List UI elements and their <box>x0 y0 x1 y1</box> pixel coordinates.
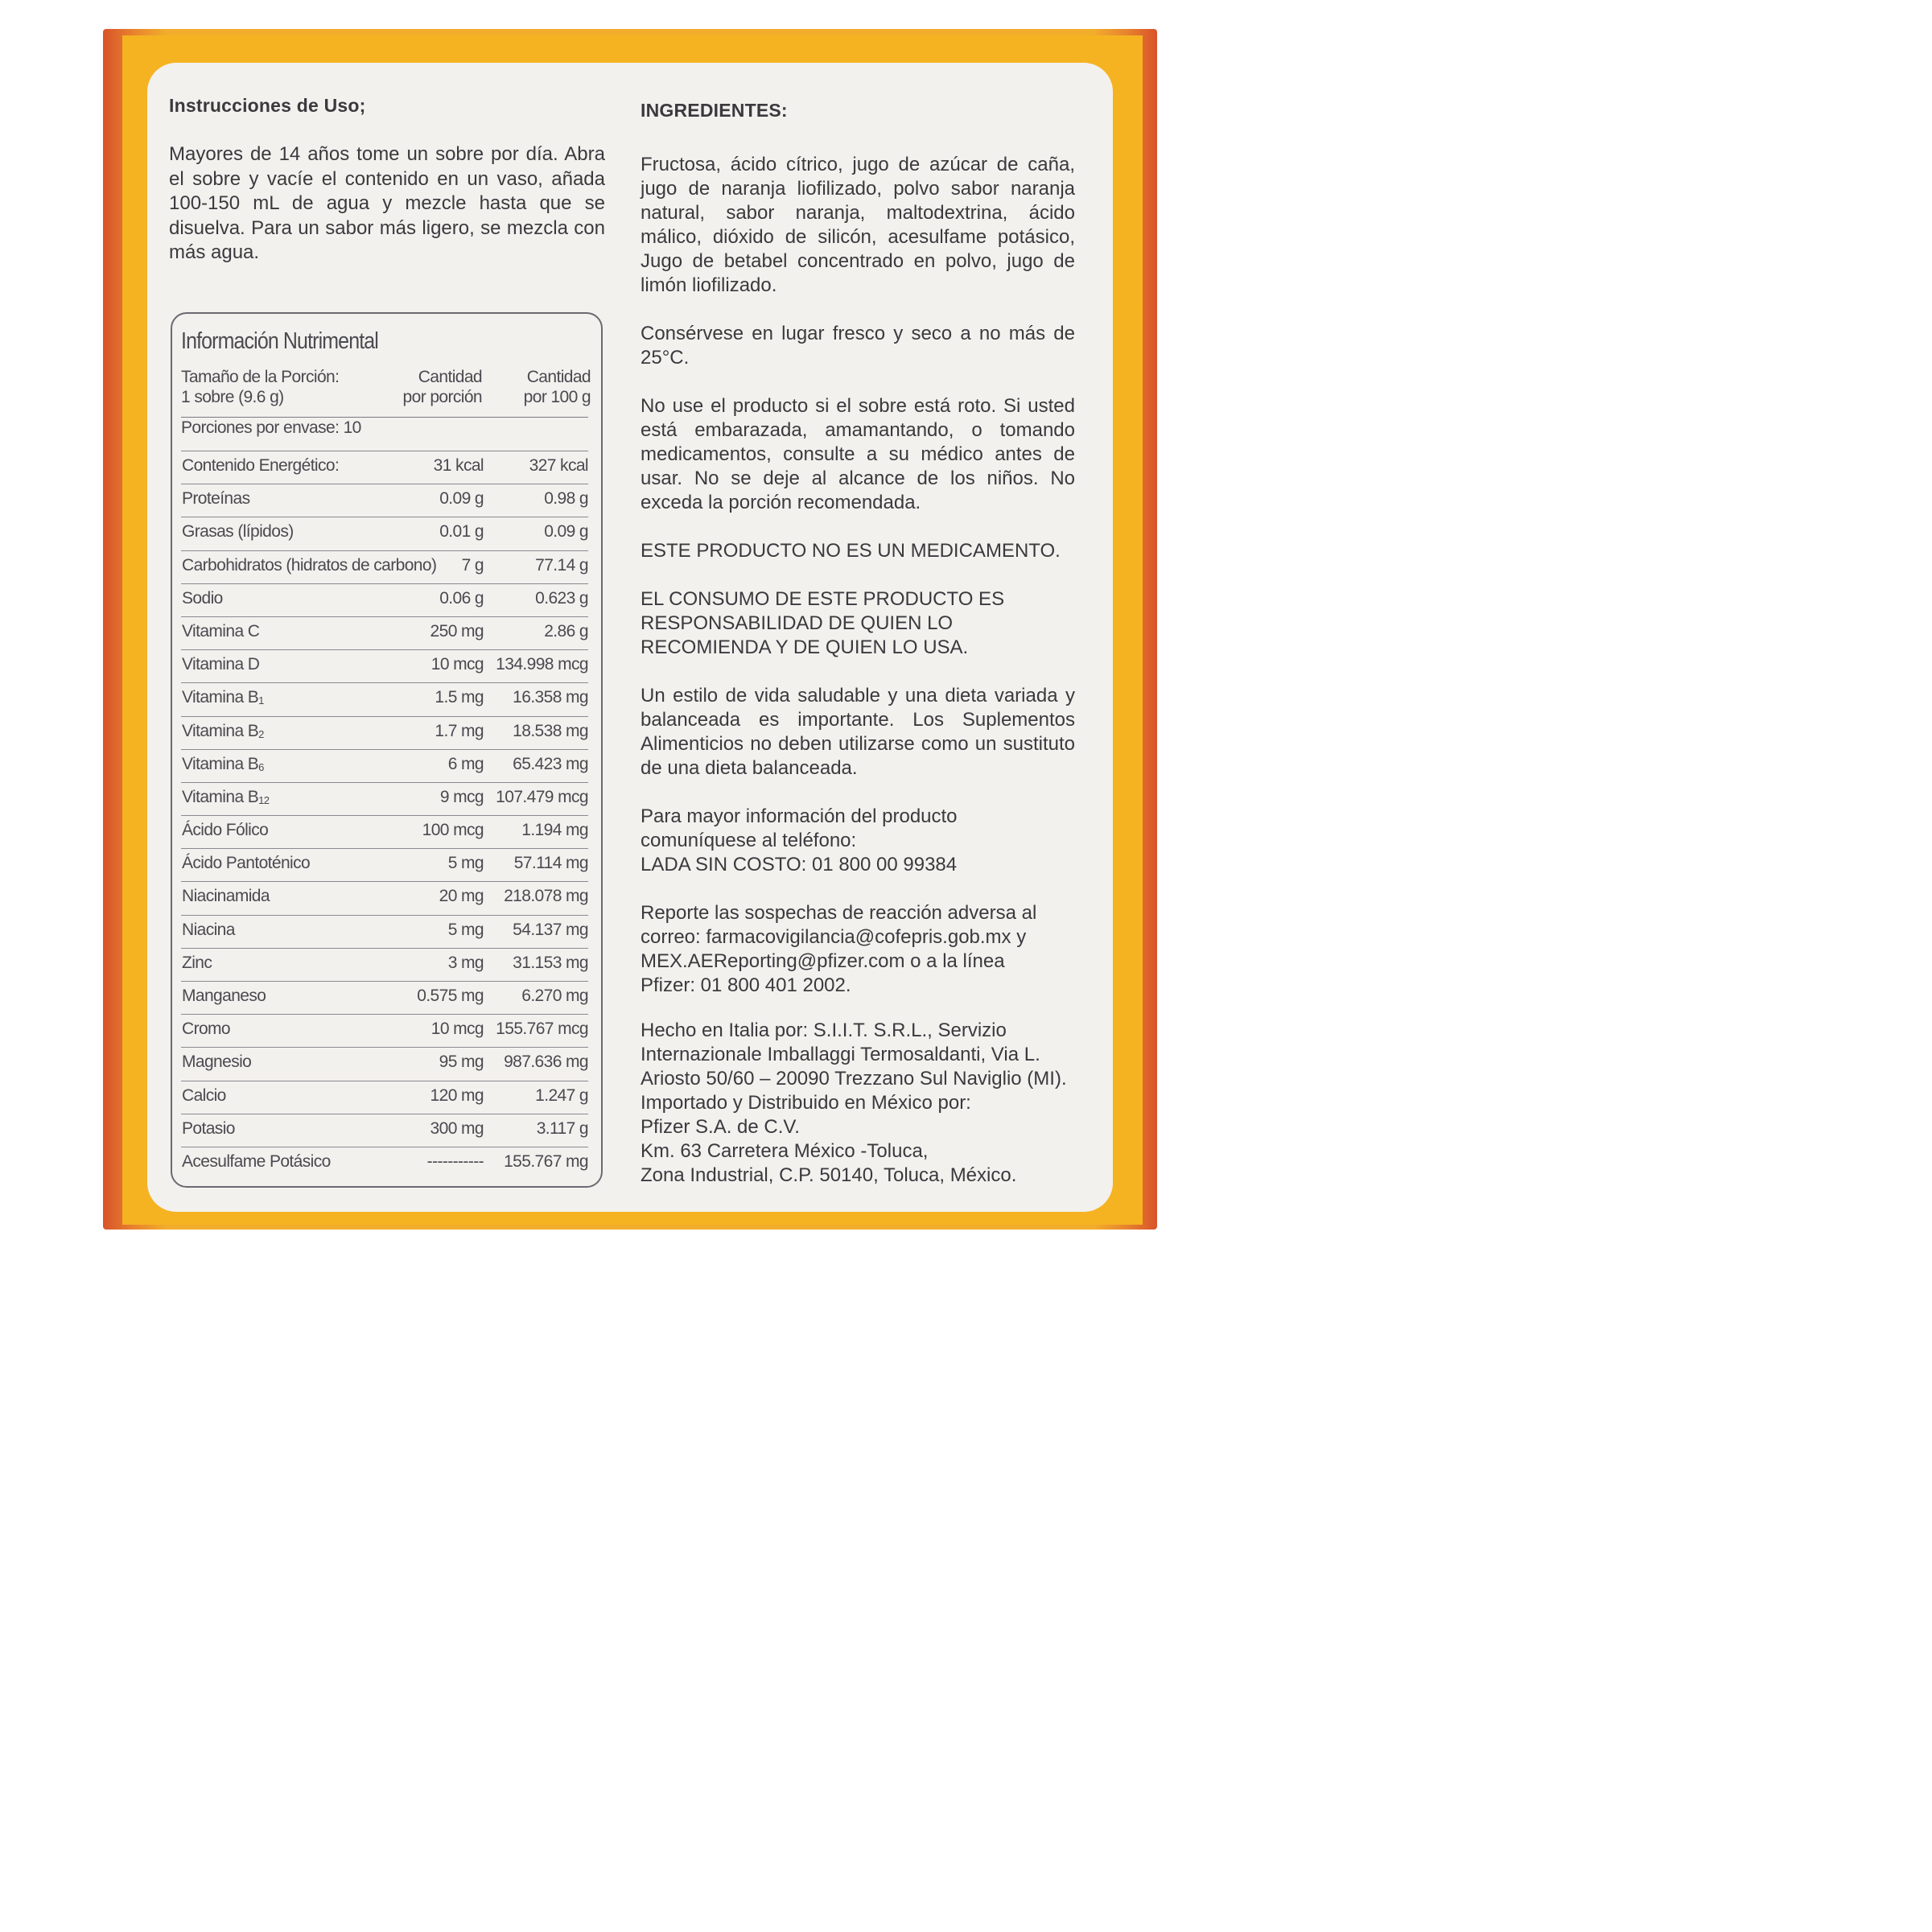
amount-per-100g: 327 kcal <box>529 456 588 475</box>
nutrient-name-text: Vitamina B <box>182 787 259 806</box>
nutrient-name <box>182 755 264 774</box>
nutrient-name-text: Acesulfame Potásico <box>182 1151 331 1171</box>
responsibility-text: EL CONSUMO DE ESTE PRODUCTO ES RESPONSABILIDAD DE QUIEN LO RECOMIENDA Y DE QUIEN LO USA. <box>641 588 1005 658</box>
not-medicine-text: ESTE PRODUCTO NO ES UN MEDICAMENTO. <box>641 540 1061 562</box>
amount-per-100g: 31.153 mg <box>513 953 588 972</box>
column-header-per-serving-line2: por porción <box>402 388 482 406</box>
nutrient-name <box>182 921 235 940</box>
nutrient-name-text: Sodio <box>182 588 223 608</box>
amount-per-100g: 0.98 g <box>544 489 588 509</box>
amount-per-serving: 5 mg <box>447 854 484 873</box>
column-header-per-100g-line2: por 100 g <box>523 388 591 406</box>
nutrient-name-text: Niacina <box>182 920 235 939</box>
nutrient-name <box>182 821 268 840</box>
amount-per-serving: 0.01 g <box>439 522 484 542</box>
column-header-per-100g <box>494 367 591 407</box>
amount-per-100g: 134.998 mcg <box>496 655 588 674</box>
contact-info <box>641 805 1075 877</box>
amount-per-serving: 100 mcg <box>422 821 484 840</box>
table-row <box>181 881 588 914</box>
nutrient-name-text: Carbohidratos (hidratos de carbono) <box>182 555 437 575</box>
amount-per-serving: 3 mg <box>447 953 484 972</box>
column-header-per-serving <box>389 367 482 407</box>
nutrient-name <box>182 788 269 807</box>
manufacturer-line-2: Internazionale Imballaggi Termosaldanti, Via L. <box>641 1044 1040 1065</box>
nutrient-name <box>182 722 264 741</box>
nutrition-facts-table <box>171 312 603 1188</box>
ingredients-body: Fructosa, ácido cítrico, jugo de azúcar de caña, jugo de naranja liofilizado, polvo sabor naranja natural, sabor naranja, maltodextrina, ácido málico, dióxido de silicón, acesulfame potásico, Jugo de betabel concentrado en polvo, jugo de limón liofilizado. <box>641 154 1075 296</box>
ingredients-heading: INGREDIENTES: <box>641 100 788 121</box>
contact-phone: LADA SIN COSTO: 01 800 00 99384 <box>641 854 958 875</box>
amount-per-serving: 0.09 g <box>439 489 484 509</box>
nutrient-name-text: Cromo <box>182 1020 231 1039</box>
table-row <box>181 848 588 881</box>
nutrient-name-text: Calcio <box>182 1085 226 1105</box>
table-row <box>181 981 588 1014</box>
amount-per-serving: 20 mg <box>439 887 484 906</box>
serving-size-value: 1 sobre (9.6 g) <box>181 388 284 406</box>
manufacturer-line-6: Km. 63 Carretera México -Toluca, <box>641 1140 929 1162</box>
amount-per-serving: 250 mg <box>430 621 484 641</box>
table-row <box>181 451 588 484</box>
amount-per-serving: 1.5 mg <box>435 688 484 707</box>
nutrient-name-text: Vitamina C <box>182 621 260 641</box>
nutrient-name <box>182 1053 251 1072</box>
nutrient-name <box>182 688 264 707</box>
amount-per-serving: 300 mg <box>430 1118 484 1138</box>
nutrient-name-text: Niacinamida <box>182 887 270 906</box>
table-row <box>181 749 588 782</box>
nutrient-name <box>182 987 266 1006</box>
table-row <box>181 915 588 948</box>
amount-per-serving: 10 mcg <box>430 655 484 674</box>
nutrient-name <box>182 1119 235 1139</box>
nutrient-name <box>182 589 223 608</box>
nutrient-name <box>182 1020 230 1039</box>
nutrient-name-text: Vitamina D <box>182 655 260 674</box>
manufacturer-info <box>641 1019 1075 1188</box>
nutrient-name-text: Contenido Energético: <box>182 456 340 475</box>
ingredients-section <box>641 98 1075 1212</box>
manufacturer-line-5: Pfizer S.A. de C.V. <box>641 1116 800 1138</box>
table-row <box>181 517 588 550</box>
table-row <box>181 682 588 715</box>
header-divider <box>181 417 588 418</box>
nutrient-subscript: 12 <box>258 793 270 806</box>
amount-per-100g: 0.623 g <box>535 588 588 608</box>
amount-per-serving: 6 mg <box>447 754 484 773</box>
nutrient-name-text: Vitamina B <box>182 754 259 773</box>
nutrient-name <box>182 489 250 509</box>
contact-line-1: Para mayor información del producto <box>641 805 958 827</box>
nutrient-name-text: Vitamina B <box>182 721 259 740</box>
table-row <box>181 484 588 517</box>
manufacturer-line-1: Hecho en Italia por: S.I.I.T. S.R.L., Servizio <box>641 1020 1007 1041</box>
nutrient-name-text: Zinc <box>182 953 212 972</box>
contact-line-2: comuníquese al teléfono: <box>641 830 857 851</box>
amount-per-100g: 57.114 mg <box>513 854 588 873</box>
amount-per-serving: 0.575 mg <box>417 987 484 1005</box>
nutrient-name <box>182 1086 226 1106</box>
lifestyle-text: Un estilo de vida saludable y una dieta variada y balanceada es importante. Los Suplementos Alimenticios no deben utilizarse como un sustituto de una dieta balanceada. <box>641 685 1075 779</box>
servings-per-container: Porciones por envase: 10 <box>181 418 361 437</box>
amount-per-100g: 18.538 mg <box>513 721 588 740</box>
amount-per-serving: ----------- <box>426 1151 484 1171</box>
nutrient-name-text: Ácido Fólico <box>182 821 269 840</box>
amount-per-serving: 5 mg <box>447 920 484 939</box>
table-row <box>181 583 588 616</box>
nutrient-name <box>182 622 259 641</box>
nutrient-name <box>182 954 212 973</box>
nutrient-name-text: Potasio <box>182 1118 235 1138</box>
amount-per-100g: 155.767 mg <box>504 1151 588 1171</box>
nutrition-rows <box>181 451 588 1180</box>
nutrient-name <box>182 456 339 476</box>
nutrient-subscript: 2 <box>258 727 264 740</box>
amount-per-100g: 77.14 g <box>535 555 588 575</box>
nutrient-name <box>182 655 259 674</box>
nutrient-name <box>182 1152 331 1172</box>
serving-size-label: Tamaño de la Porción: <box>181 368 340 386</box>
amount-per-serving: 9 mcg <box>439 787 484 806</box>
amount-per-serving: 95 mg <box>439 1053 484 1072</box>
nutrition-title: Información Nutrimental <box>181 328 378 354</box>
column-header-per-100g-line1: Cantidad <box>526 368 591 386</box>
instructions-section <box>169 95 605 266</box>
table-row <box>181 1147 588 1180</box>
table-row <box>181 782 588 815</box>
table-row <box>181 1114 588 1147</box>
table-row <box>181 550 588 583</box>
nutrient-name-text: Vitamina B <box>182 688 259 707</box>
instructions-heading: Instrucciones de Uso; <box>169 95 366 116</box>
report-line-2: correo: farmacovigilancia@cofepris.gob.mx y <box>641 926 1027 948</box>
nutrient-name <box>182 522 294 542</box>
table-row <box>181 716 588 749</box>
amount-per-100g: 65.423 mg <box>513 754 588 773</box>
manufacturer-line-3: Ariosto 50/60 – 20090 Trezzano Sul Naviglio (MI). <box>641 1068 1067 1090</box>
amount-per-serving: 31 kcal <box>433 456 484 475</box>
amount-per-serving: 7 g <box>461 555 484 575</box>
amount-per-serving: 120 mg <box>430 1085 484 1105</box>
report-line-4: Pfizer: 01 800 401 2002. <box>641 974 851 996</box>
warning-text: No use el producto si el sobre está roto. Si usted está embarazada, amamantando, o tomando medicamentos, consulte a su médico antes de usar. No se deje al alcance de los niños. No exceda la porción recomendada. <box>641 395 1075 513</box>
amount-per-100g: 1.247 g <box>535 1085 588 1105</box>
serving-size <box>181 367 390 407</box>
amount-per-100g: 16.358 mg <box>513 688 588 707</box>
adverse-reaction-report <box>641 901 1075 998</box>
table-row <box>181 1081 588 1114</box>
table-row <box>181 649 588 682</box>
amount-per-100g: 54.137 mg <box>513 920 588 939</box>
nutrient-name-text: Magnesio <box>182 1053 252 1072</box>
nutrient-name-text: Proteínas <box>182 489 250 509</box>
amount-per-serving: 1.7 mg <box>435 721 484 740</box>
amount-per-100g: 155.767 mcg <box>496 1020 588 1039</box>
amount-per-serving: 10 mcg <box>430 1020 484 1039</box>
amount-per-100g: 0.09 g <box>544 522 588 542</box>
manufacturer-line-7: Zona Industrial, C.P. 50140, Toluca, México. <box>641 1164 1017 1186</box>
manufacturer-line-4: Importado y Distribuido en México por: <box>641 1092 971 1114</box>
table-row <box>181 948 588 981</box>
nutrient-name-text: Grasas (lípidos) <box>182 522 294 542</box>
amount-per-100g: 107.479 mcg <box>496 787 588 806</box>
storage-text: Consérvese en lugar fresco y seco a no más de 25°C. <box>641 323 1075 369</box>
table-row <box>181 616 588 649</box>
product-box-photo <box>0 0 1256 1256</box>
amount-per-100g: 3.117 g <box>536 1118 588 1138</box>
table-row <box>181 1014 588 1047</box>
nutrient-name-text: Ácido Pantoténico <box>182 854 311 873</box>
report-line-1: Reporte las sospechas de reacción adversa al <box>641 902 1037 924</box>
instructions-body: Mayores de 14 años tome un sobre por día. Abra el sobre y vacíe el contenido en un vaso, añada 100-150 mL de agua y mezcle hasta que se disuelva. Para un sabor más ligero, se mezcla con más agua. <box>169 143 605 263</box>
nutrient-name <box>182 556 436 575</box>
report-line-3: MEX.AEReporting@pfizer.com o a la línea <box>641 950 1005 972</box>
table-row <box>181 1047 588 1080</box>
nutrient-name <box>182 887 270 906</box>
amount-per-100g: 987.636 mg <box>504 1053 588 1072</box>
amount-per-100g: 6.270 mg <box>521 987 588 1005</box>
nutrient-subscript: 1 <box>258 694 264 707</box>
nutrient-subscript: 6 <box>258 760 264 773</box>
nutrient-name <box>182 854 310 873</box>
table-row <box>181 815 588 848</box>
nutrient-name-text: Manganeso <box>182 987 266 1005</box>
amount-per-100g: 2.86 g <box>544 621 588 641</box>
amount-per-serving: 0.06 g <box>439 588 484 608</box>
amount-per-100g: 218.078 mg <box>504 887 588 906</box>
amount-per-100g: 1.194 mg <box>521 821 588 840</box>
column-header-per-serving-line1: Cantidad <box>418 368 482 386</box>
